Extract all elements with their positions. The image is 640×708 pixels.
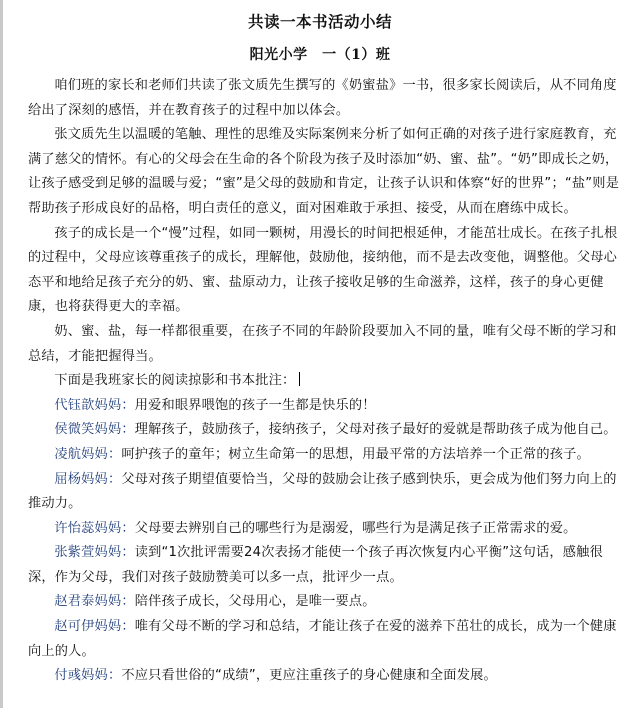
comment-item bbox=[28, 664, 620, 689]
comment-item bbox=[28, 468, 620, 517]
comment-text: 呵护孩子的童年；树立生命第一的思想，用最平常的方法培养一个正常的孩子。 bbox=[121, 446, 590, 462]
document-title: 共读一本书活动小结 bbox=[247, 12, 392, 31]
paragraph-intro: 咱们班的家长和老师们共读了张文质先生撰写的《奶蜜盐》一书，很多家长阅读后，从不同角度给出了深刻的感悟，并在教育孩子的过程中加以体会。 bbox=[28, 78, 617, 118]
page-edge bbox=[0, 0, 3, 708]
comment-item bbox=[28, 590, 620, 615]
comment-text: 父母要去辨别自己的哪些行为是溺爱，哪些行为是满足孩子正常需求的爱。 bbox=[134, 520, 577, 536]
comment-item bbox=[28, 541, 620, 590]
comment-text: 不应只看世俗的“成绩”，更应注重孩子的身心健康和全面发展。 bbox=[121, 668, 497, 684]
parent-name: 张紫萱妈妈： bbox=[54, 545, 135, 561]
parent-name: 付彧妈妈： bbox=[54, 668, 122, 684]
comment-item bbox=[28, 394, 620, 419]
comments-intro: 下面是我班家长的阅读掠影和书本批注： bbox=[54, 373, 296, 389]
parent-name: 侯微笑妈妈： bbox=[54, 422, 135, 438]
parent-name: 赵君泰妈妈： bbox=[54, 594, 135, 610]
parent-name: 赵可伊妈妈： bbox=[54, 619, 135, 635]
comment-text: 用爱和眼界喂饱的孩子一生都是快乐的！ bbox=[134, 397, 376, 413]
paragraph-book-summary: 张文质先生以温暖的笔触、理性的思维及实际案例来分析了如何正确的对孩子进行家庭教育，充满了慈父的情怀。有心的父母会在生命的各个阶段为孩子及时添加“奶、蜜、盐”。“奶”即成长之奶，让孩子感受到足够的温暖与爱；“蜜”是父母的鼓励和肯定，让孩子认识和体察“好的世界”；“盐”则是帮助孩子形成良好的品格，明白责任的意义，面对困难敢于承担、接受，从而在磨练中成长。 bbox=[28, 127, 620, 216]
parent-name: 屈杨妈妈： bbox=[54, 471, 122, 487]
comment-item bbox=[28, 418, 620, 443]
comment-text: 读到“1次批评需要24次表扬才能使一个孩子再次恢复内心平衡”这句话，感触很深，作为父母，我们对孩子鼓励赞美可以多一点，批评少一点。 bbox=[28, 545, 603, 585]
comments-intro-line bbox=[28, 369, 620, 394]
comment-text: 理解孩子，鼓励孩子，接纳孩子，父母对孩子最好的爱就是帮助孩子成为他自己。 bbox=[134, 422, 617, 438]
document-subtitle: 阳光小学 一（1）班 bbox=[249, 47, 391, 63]
paragraph-growth: 孩子的成长是一个“慢”过程，如同一颗树，用漫长的时间把根延伸，才能茁壮成长。在孩子扎根的过程中，父母应该尊重孩子的成长，理解他，鼓励他，接纳他，而不是去改变他，调整他。父母心态平和地给足孩子充分的奶、蜜、盐原动力，让孩子接收足够的生命滋养，这样，孩子的身心更健康，也将获得更大的幸福。 bbox=[28, 225, 618, 315]
text-cursor bbox=[299, 372, 300, 386]
parent-name: 许怡蕊妈妈： bbox=[54, 520, 135, 536]
comment-text: 父母对孩子期望值要恰当，父母的鼓励会让孩子感到快乐，更会成为他们努力向上的推动力。 bbox=[28, 471, 617, 512]
comment-item bbox=[28, 615, 620, 664]
parent-name: 凌航妈妈： bbox=[54, 446, 122, 462]
comment-text: 陪伴孩子成长，父母用心，是唯一要点。 bbox=[134, 594, 376, 610]
comment-item bbox=[28, 443, 620, 468]
comment-text: 唯有父母不断的学习和总结，才能让孩子在爱的滋养下茁壮的成长，成为一个健康向上的人。 bbox=[28, 619, 617, 659]
paragraph-balance: 奶、蜜、盐，每一样都很重要，在孩子不同的年龄阶段要加入不同的量，唯有父母不断的学习和总结，才能把握得当。 bbox=[28, 323, 617, 364]
comment-item bbox=[28, 517, 620, 542]
document-body bbox=[28, 74, 620, 689]
parent-name: 代钰歆妈妈： bbox=[54, 397, 135, 413]
